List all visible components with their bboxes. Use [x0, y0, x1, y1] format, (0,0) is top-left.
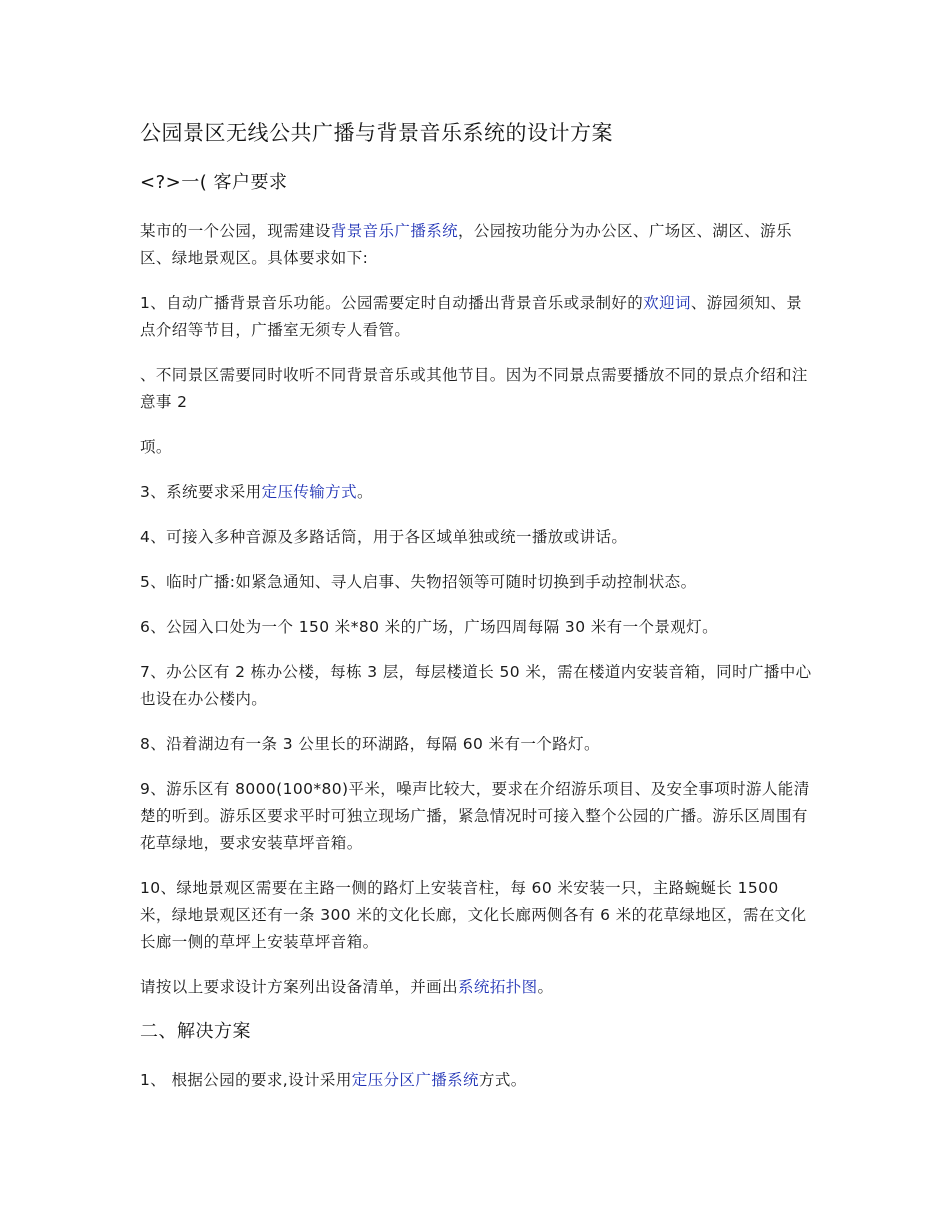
link-constant-voltage-transmission[interactable]: 定压传输方式 — [261, 483, 357, 501]
requirement-4: 4、可接入多种音源及多路话筒，用于各区域单独或统一播放或讲话。 — [140, 528, 628, 546]
solution1-text-pre: 1、 根据公园的要求,设计采用 — [140, 1071, 352, 1089]
section-heading-solution: 二、解决方案 — [140, 1021, 251, 1042]
requirement-2-tail: 项。 — [140, 438, 172, 456]
closing-text-pre: 请按以上要求设计方案列出设备清单，并画出 — [140, 978, 459, 996]
requirement-5: 5、临时广播:如紧急通知、寻人启事、失物招领等可随时切换到手动控制状态。 — [140, 573, 697, 591]
solution1-text-post: 方式。 — [478, 1071, 527, 1089]
document-title: 公园景区无线公共广播与背景音乐系统的设计方案 — [140, 121, 613, 145]
req3-text-post: 。 — [356, 483, 373, 501]
requirement-2: 、不同景区需要同时收听不同背景音乐或其他节目。因为不同景点需要播放不同的景点介绍和注意事 2 — [140, 366, 808, 411]
intro-text-pre: 某市的一个公园，现需建设 — [140, 222, 331, 240]
requirement-7: 7、办公区有 2 栋办公楼，每栋 3 层，每层楼道长 50 米，需在楼道内安装音箱，同时广播中心也设在办公楼内。 — [140, 663, 812, 708]
intro-text-post: ，公园按功能分为办公区、广场区、湖区、游乐区、绿地景观区。具体要求如下: — [140, 222, 792, 267]
closing-paragraph — [140, 974, 812, 1001]
requirement-1 — [140, 290, 812, 344]
link-system-topology[interactable]: 系统拓扑图 — [458, 978, 538, 996]
req1-text-pre: 1、自动广播背景音乐功能。公园需要定时自动播出背景音乐或录制好的 — [140, 294, 644, 312]
link-welcome-speech[interactable]: 欢迎词 — [643, 294, 691, 312]
solution-1 — [140, 1067, 812, 1094]
closing-text-post: 。 — [537, 978, 554, 996]
requirement-9: 9、游乐区有 8000(100*80)平米，噪声比较大，要求在介绍游乐项目、及安全事项时游人能清楚的听到。游乐区要求平时可独立现场广播，紧急情况时可接入整个公园的广播。游乐区周围有花草绿地，要求安装草坪音箱。 — [140, 780, 810, 852]
requirement-6: 6、公园入口处为一个 150 米*80 米的广场，广场四周每隔 30 米有一个景观灯。 — [140, 618, 718, 636]
link-zoned-broadcast-system[interactable]: 定压分区广播系统 — [351, 1071, 479, 1089]
req3-text-pre: 3、系统要求采用 — [140, 483, 262, 501]
requirement-10: 10、绿地景观区需要在主路一侧的路灯上安装音柱，每 60 米安装一只，主路蜿蜒长 1500 米，绿地景观区还有一条 300 米的文化长廊，文化长廊两侧各有 6 米的花草绿地区，需在文化长廊一侧的草坪上安装草坪音箱。 — [140, 879, 807, 951]
intro-paragraph — [140, 218, 812, 272]
section-heading-requirements: <?>一( 客户要求 — [140, 172, 288, 193]
requirement-3 — [140, 479, 812, 506]
requirement-8: 8、沿着湖边有一条 3 公里长的环湖路，每隔 60 米有一个路灯。 — [140, 735, 600, 753]
document-page — [140, 118, 812, 1112]
req1-text-post: 、游园须知、景点介绍等节目，广播室无须专人看管。 — [140, 294, 803, 339]
link-background-music-system[interactable]: 背景音乐广播系统 — [330, 222, 459, 240]
